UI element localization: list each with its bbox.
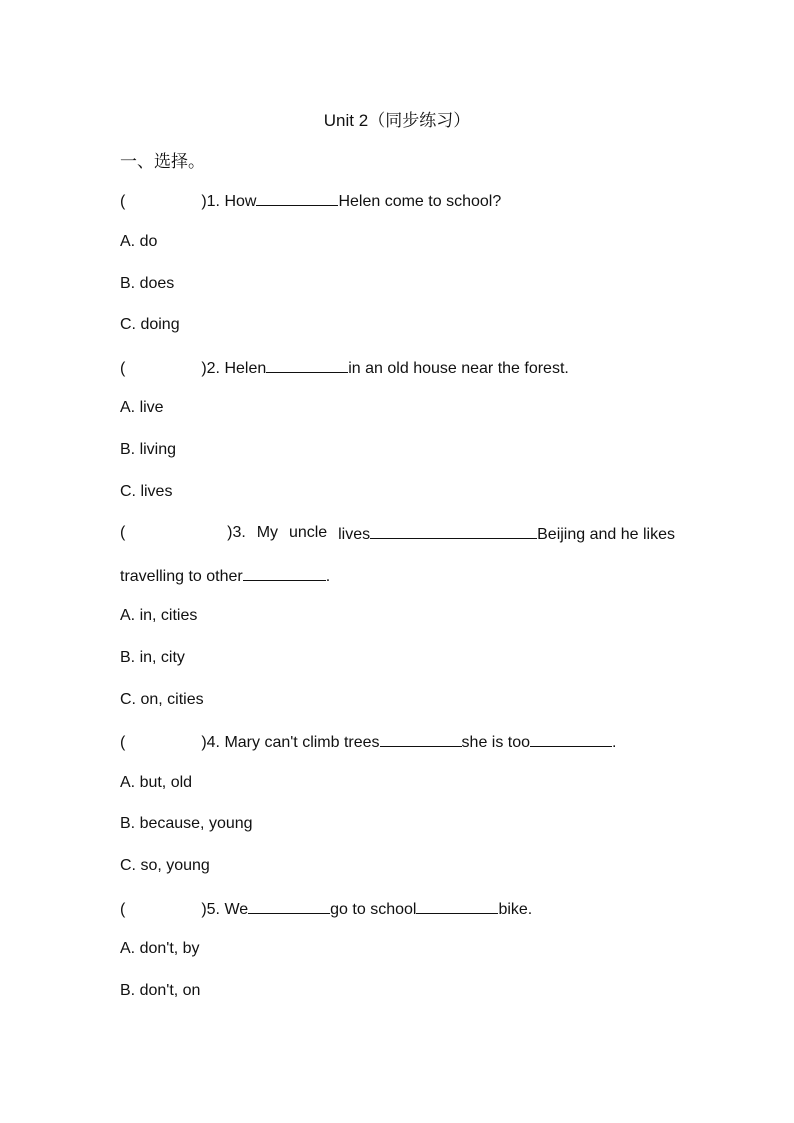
option-c: C. so, young — [120, 857, 210, 874]
answer-blank[interactable] — [380, 731, 462, 747]
question-number-label: )1. How — [201, 193, 257, 210]
answer-blank[interactable] — [248, 898, 330, 914]
option-c: C. doing — [120, 316, 180, 333]
question-word: lives — [338, 526, 371, 543]
question-text: . — [612, 734, 617, 751]
option-c: C. lives — [120, 483, 173, 500]
question-text: . — [325, 568, 331, 585]
question-text: bike. — [498, 901, 533, 918]
option-b: B. does — [120, 275, 175, 292]
question-number-label: )4. Mary can't climb trees — [201, 734, 380, 751]
option-a: A. do — [120, 233, 158, 250]
question-1 — [120, 190, 501, 212]
option-b: B. don't, on — [120, 982, 201, 999]
open-paren: ( — [120, 734, 126, 751]
option-b: B. living — [120, 441, 177, 458]
question-text: Beijing and he likes — [537, 526, 675, 543]
option-c: C. on, cities — [120, 691, 204, 708]
question-text: travelling to other — [120, 568, 243, 585]
answer-blank[interactable] — [243, 565, 326, 581]
question-5 — [120, 898, 532, 920]
answer-blank[interactable] — [370, 523, 537, 539]
question-4 — [120, 731, 616, 753]
question-2 — [120, 357, 569, 379]
page-title: Unit 2（同步练习） — [323, 111, 471, 130]
open-paren: ( — [120, 901, 126, 918]
answer-blank[interactable] — [416, 898, 498, 914]
question-text: in an old house near the forest. — [348, 360, 569, 377]
question-number-label: )3. — [227, 524, 246, 541]
open-paren: ( — [120, 193, 126, 210]
answer-blank[interactable] — [530, 731, 612, 747]
answer-blank[interactable] — [266, 357, 348, 373]
open-paren: ( — [120, 524, 126, 541]
open-paren: ( — [120, 360, 126, 377]
option-a: A. but, old — [120, 774, 193, 791]
question-number-label: )5. We — [201, 901, 249, 918]
answer-blank[interactable] — [256, 190, 338, 206]
option-a: A. in, cities — [120, 607, 198, 624]
question-text: go to school — [330, 901, 417, 918]
option-b: B. in, city — [120, 649, 185, 666]
option-b: B. because, young — [120, 815, 253, 832]
question-text: Helen come to school? — [338, 193, 502, 210]
question-3 — [120, 523, 675, 545]
option-a: A. don't, by — [120, 940, 200, 957]
section-heading: 一、选择。 — [120, 152, 205, 171]
question-word: My — [256, 524, 279, 541]
question-word: uncle — [288, 524, 328, 541]
question-3-line-2 — [120, 565, 330, 587]
question-number-label: )2. Helen — [201, 360, 267, 377]
option-a: A. live — [120, 399, 164, 416]
question-text: she is too — [461, 734, 531, 751]
